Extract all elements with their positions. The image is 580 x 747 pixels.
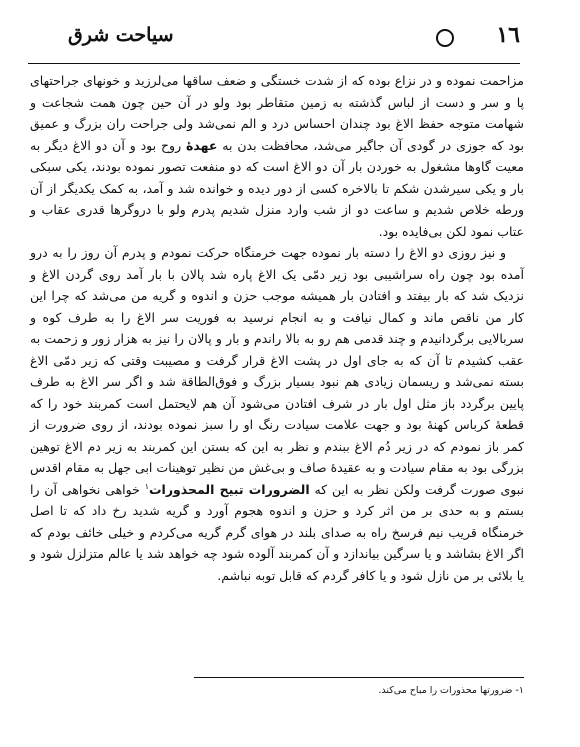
body-text [30, 70, 524, 586]
footnote-divider [194, 677, 524, 678]
paragraph-2 [30, 242, 524, 586]
footnote-marker: ۱ [144, 481, 149, 491]
page-number: ١٦ [496, 22, 520, 48]
paragraph-2-emphasis: الضرورات تبیح المحذورات [148, 481, 310, 497]
paragraph-1-part-a: مزاحمت نموده و در نزاع بوده که از شدت خستگی و ضعف ساقها می‌لرزید و خونهای جراحتهای پا و سر و دست از لباس گذشته به زمین متقاطر بود ولو در آن حین چون همت شجاعت و شهامت متوجه حفظ الاغ بود چندان احساس درد و الم نمی‌شد ولی جراحت ران بزرگ و عمیق بود که جوزی در گودی آن جاگیر می‌شد، محافظت بدن به [30, 73, 525, 153]
page-header [28, 20, 520, 64]
circle-ornament-icon [436, 29, 454, 47]
footnote: ۱- ضرورتها محذورات را مباح می‌کند. [378, 685, 524, 696]
paragraph-2-part-a: و نیز روزی دو الاغ را دسته بار نموده جهت خرمنگاه حرکت نمودم و پدرم آن روز را به درو آمده بود چون راه سراشیبی بود زیر دمّی یک الاغ پاره شد پالان با بار آمد روی گردن الاغ و نزدیک شد که بار بیفتد و افتادن بار همیشه موجب حزن و اندوه و گریه من می‌شد که چرا این کار من ناقص ماند و کمال نیافت و به انجام نرسید به فوریت سر الاغ را به طرف کوه و سربالایی برگردانیدم و چند قدمی هم رو به بالا راندم و بار و پالان را نیز به هزار زور و زحمت به عقب کشیدم تا آن که به جای اول در پشت الاغ قرار گرفت و مصیبت وقتی که زیر دمّی الاغ بسته نمی‌شد و ریسمان زیادی هم نبود بسیار بزرگ و فوق‌الطاقة شد و اگر سر الاغ به طرف پایین برگردد باز مثل اول بار در شرف افتادن می‌شود آن هم لایحتمل است کمربند خود را که قطعهٔ کرباس کهنهٔ بود و جهت علامت سیادت رنگ او را سبز نموده بودند، از روی ضرورت از کمر باز نمودم که در زیر دُم الاغ ببندم و نظر به این که بستن این کمربند به زیر دم الاغ توهین بزرگی بود به مقام سیادت و به عقیدهٔ صاف و بی‌غش من نظیر توهینات ابی جهل به مقام اقدس نبوی صورت گرفت ولکن نظر به این که [30, 245, 524, 497]
paragraph-1-emphasis: عهدهٔ [186, 137, 218, 153]
book-title: سیاحت شرق [68, 24, 174, 46]
paragraph-1 [30, 70, 524, 242]
header-divider [28, 63, 520, 64]
paragraph-2-part-c: خواهی نخواهی آن را بستم و به حدی بر من اثر کرد و حزن و اندوه هجوم آورد و گریه شدید رخ داد که تا اصل خرمنگاه قریب نیم فرسخ راه به صدای بلند در هوای گرم گریه می‌کردم و خیلی خائف بودم که اگر الاغ بشاشد و یا سرگین بیاندازد و آن کمربند آلوده شود چه خواهد شد یا عالم متزلزل شود و یا بلائی بر من نازل شود و یا کافر گردم که قابل توبه نباشم. [30, 481, 524, 583]
paragraph-1-part-c: روح بود و آن دو الاغ دیگر به معیت گاوها مشغول به خوردن بار آن دو الاغ است که دو منفعت تصور نموده بودند، یکی سبکی بار و یکی سیرشدن شکم تا بالاخره کسی از دور دیده و خوانده شد و آمد، به کمک یکدیگر از آن ورطه خلاص شدیم و ساعت دو از شب وارد منزل شدیم پدرم ولو با دروگرها قدری عقاب و عتاب نمود لکن بی‌فایده بود. [30, 137, 524, 239]
